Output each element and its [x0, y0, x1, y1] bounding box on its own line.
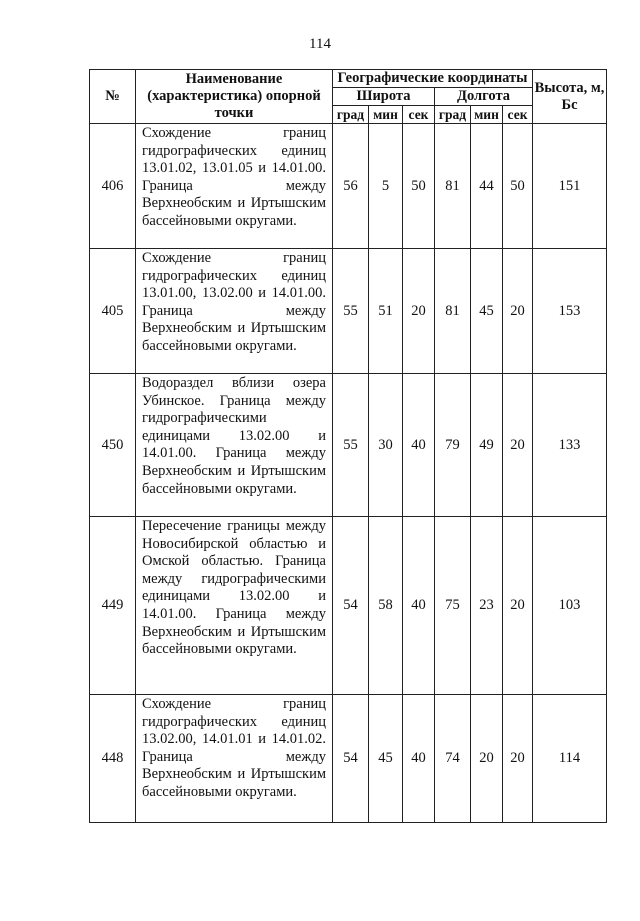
header-geo-coordinates: Географические координаты [333, 70, 533, 88]
point-name: Пересечение границы между Новосибирской областью и Омской областью. Граница между гидрографическими единицами 13.02.00 и 14.01.00. Граница между Верхнеобским и Иртышским бассейновыми округами. [136, 517, 333, 695]
point-name: Схождение границ гидрографических единиц 13.01.00, 13.02.00 и 14.01.00. Граница между Верхнеобским и Иртышским бассейновыми округами. [136, 249, 333, 374]
point-height: 133 [533, 374, 607, 517]
point-number: 448 [90, 695, 136, 823]
point-number: 450 [90, 374, 136, 517]
header-lat-sec: сек [403, 106, 435, 124]
point-height: 114 [533, 695, 607, 823]
table-row [90, 124, 607, 249]
latitude-minutes: 30 [369, 374, 403, 517]
latitude-seconds: 50 [403, 124, 435, 249]
reference-points-table [89, 69, 607, 823]
longitude-minutes: 23 [471, 517, 503, 695]
point-name: Схождение границ гидрографических единиц 13.02.00, 14.01.01 и 14.01.02. Граница между Верхнеобским и Иртышским бассейновыми округами. [136, 695, 333, 823]
latitude-minutes: 51 [369, 249, 403, 374]
point-height: 151 [533, 124, 607, 249]
longitude-minutes: 49 [471, 374, 503, 517]
longitude-seconds: 20 [503, 517, 533, 695]
longitude-minutes: 45 [471, 249, 503, 374]
header-lat-min: мин [369, 106, 403, 124]
longitude-seconds: 20 [503, 695, 533, 823]
latitude-seconds: 40 [403, 374, 435, 517]
table-row [90, 374, 607, 517]
point-height: 103 [533, 517, 607, 695]
latitude-seconds: 20 [403, 249, 435, 374]
longitude-degrees: 79 [435, 374, 471, 517]
header-name: Наименование (характеристика) опорной точки [136, 70, 333, 124]
table-row [90, 249, 607, 374]
header-longitude: Долгота [435, 88, 533, 106]
longitude-minutes: 44 [471, 124, 503, 249]
longitude-degrees: 81 [435, 124, 471, 249]
header-number: № [90, 70, 136, 124]
point-number: 449 [90, 517, 136, 695]
table-header [90, 70, 607, 124]
table-row [90, 695, 607, 823]
point-number: 405 [90, 249, 136, 374]
longitude-degrees: 75 [435, 517, 471, 695]
latitude-degrees: 55 [333, 374, 369, 517]
latitude-minutes: 45 [369, 695, 403, 823]
longitude-minutes: 20 [471, 695, 503, 823]
latitude-seconds: 40 [403, 695, 435, 823]
longitude-seconds: 20 [503, 249, 533, 374]
latitude-minutes: 5 [369, 124, 403, 249]
latitude-minutes: 58 [369, 517, 403, 695]
latitude-degrees: 54 [333, 517, 369, 695]
table-row [90, 517, 607, 695]
longitude-degrees: 81 [435, 249, 471, 374]
point-name: Водораздел вблизи озера Убинское. Граница между гидрографическими единицами 13.02.00 и 14.01.00. Граница между Верхнеобским и Иртышским бассейновыми округами. [136, 374, 333, 517]
point-height: 153 [533, 249, 607, 374]
longitude-seconds: 50 [503, 124, 533, 249]
page-number: 114 [309, 36, 331, 52]
latitude-seconds: 40 [403, 517, 435, 695]
header-latitude: Широта [333, 88, 435, 106]
point-number: 406 [90, 124, 136, 249]
header-lat-deg: град [333, 106, 369, 124]
header-lon-min: мин [471, 106, 503, 124]
latitude-degrees: 55 [333, 249, 369, 374]
header-height: Высота, м, Бс [533, 70, 607, 124]
latitude-degrees: 56 [333, 124, 369, 249]
header-lon-sec: сек [503, 106, 533, 124]
header-lon-deg: град [435, 106, 471, 124]
longitude-degrees: 74 [435, 695, 471, 823]
longitude-seconds: 20 [503, 374, 533, 517]
latitude-degrees: 54 [333, 695, 369, 823]
point-name: Схождение границ гидрографических единиц 13.01.02, 13.01.05 и 14.01.00. Граница между Верхнеобским и Иртышским бассейновыми округами. [136, 124, 333, 249]
